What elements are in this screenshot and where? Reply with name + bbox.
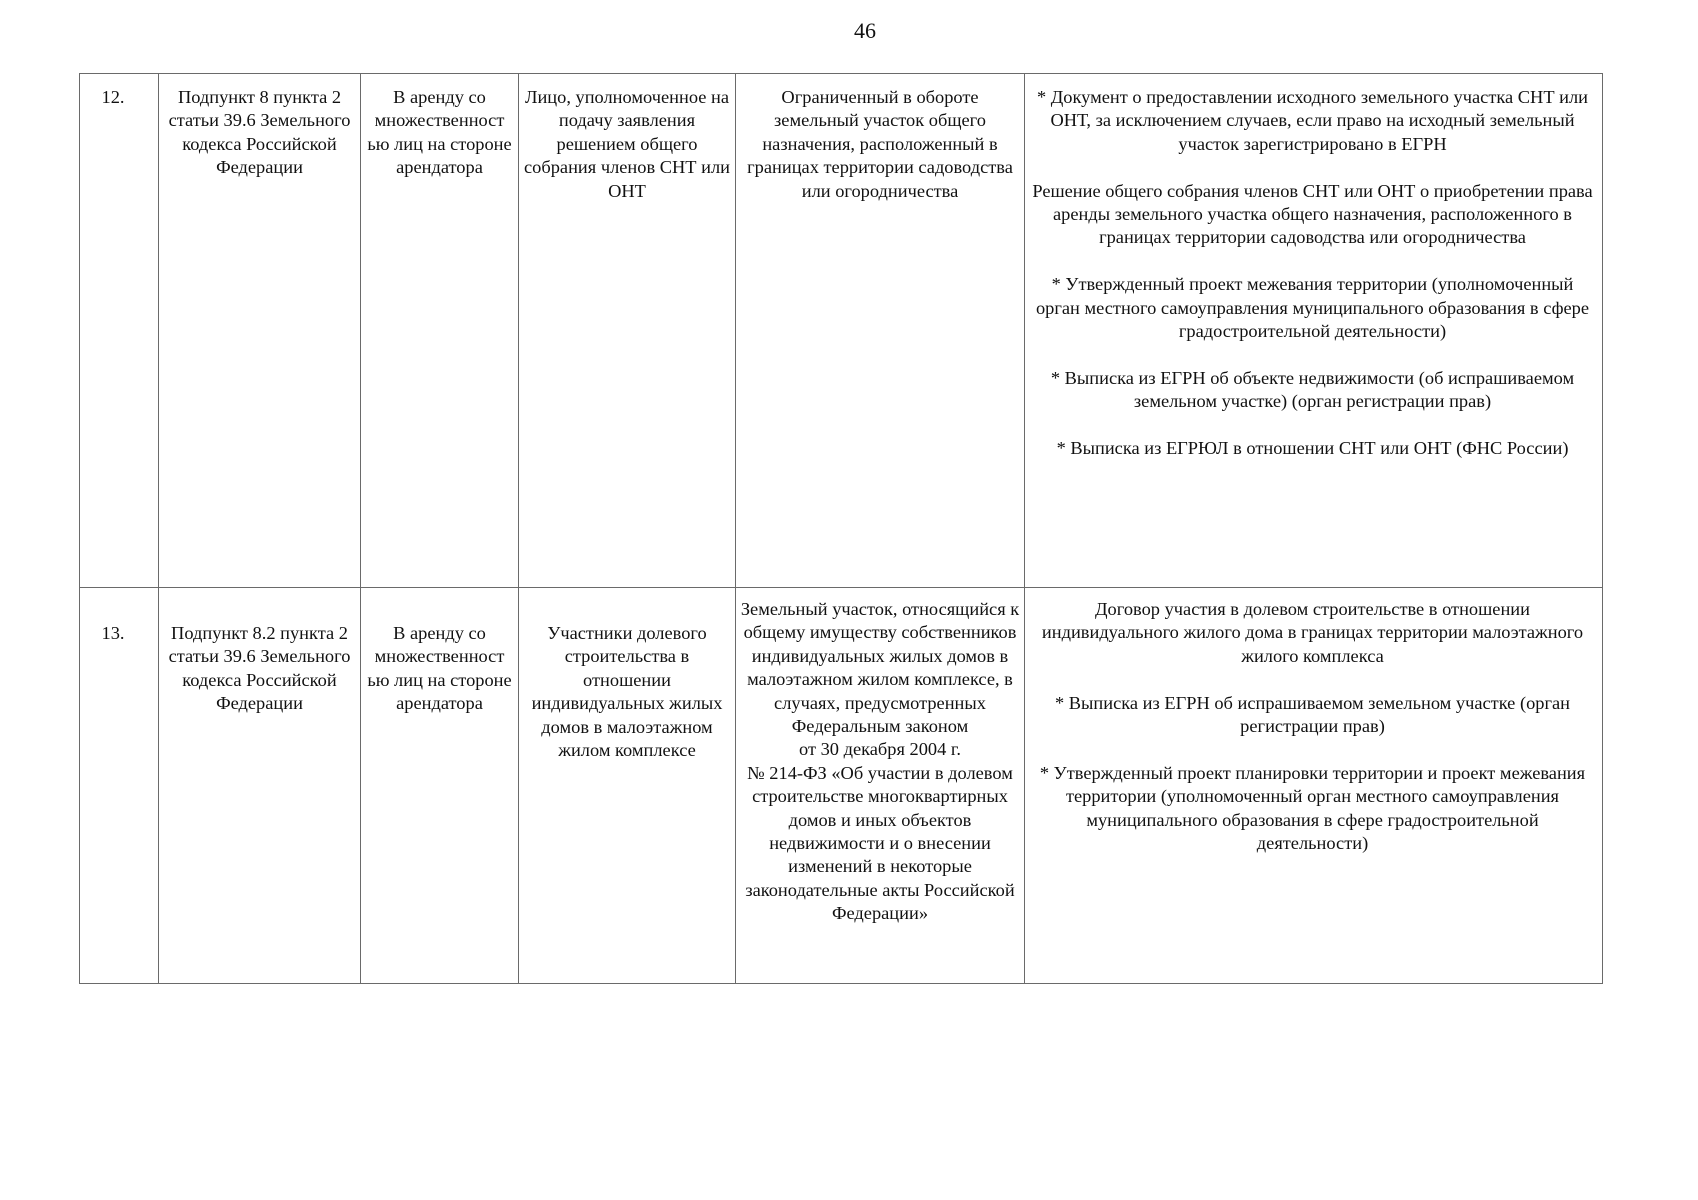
documents-cell bbox=[1025, 74, 1603, 588]
right-type-cell: В аренду со множественност ью лиц на стороне арендатора bbox=[361, 588, 519, 984]
document-item: * Документ о предоставлении исходного земельного участка СНТ или ОНТ, за исключением случаев, если право на исходный земельный участок зарегистрировано в ЕГРН bbox=[1036, 87, 1589, 154]
document-item: * Утвержденный проект планировки территории и проект межевания территории (уполномоченный орган местного самоуправления муниципального образования в сфере градостроительной деятельности) bbox=[1039, 762, 1586, 854]
land-parcel-cell: Земельный участок, относящийся к общему имуществу собственников индивидуальных жилых домов в малоэтажном жилом комплексе, в случаях, предусмотренных Федеральным законом от 30 декабря 2004 г. № 214-ФЗ «Об участии в долевом строительстве многоквартирных домов и иных объектов недвижимости и о внесении изменений в некоторые законодательные акты Российской Федерации» bbox=[736, 588, 1025, 984]
applicant-cell: Лицо, уполномоченное на подачу заявления решением общего собрания членов СНТ или ОНТ bbox=[519, 74, 736, 588]
legal-basis-cell: Подпункт 8.2 пункта 2 статьи 39.6 Земельного кодекса Российской Федерации bbox=[159, 588, 361, 984]
row-number: 13. bbox=[80, 588, 159, 984]
applicant-cell: Участники долевого строительства в отношении индивидуальных жилых домов в малоэтажном жилом комплексе bbox=[519, 588, 736, 984]
document-item: Решение общего собрания членов СНТ или ОНТ о приобретении права аренды земельного участка общего назначения, расположенного в границах территории садоводства или огородничества bbox=[1032, 180, 1593, 248]
page-number: 46 bbox=[854, 18, 876, 43]
row-number: 12. bbox=[80, 74, 159, 588]
documents-cell bbox=[1025, 588, 1603, 984]
legal-basis-cell: Подпункт 8 пункта 2 статьи 39.6 Земельного кодекса Российской Федерации bbox=[159, 74, 361, 588]
table-row bbox=[80, 74, 1603, 588]
document-item: * Выписка из ЕГРЮЛ в отношении СНТ или ОНТ (ФНС России) bbox=[1056, 438, 1569, 459]
document-item: Договор участия в долевом строительстве в отношении индивидуального жилого дома в границах территории малоэтажного жилого комплекса bbox=[1041, 599, 1584, 666]
document-item: * Выписка из ЕГРН об испрашиваемом земельном участке (орган регистрации прав) bbox=[1054, 692, 1571, 737]
requirements-table bbox=[79, 73, 1603, 984]
right-type-cell: В аренду со множественност ью лиц на стороне арендатора bbox=[361, 74, 519, 588]
document-item: * Утвержденный проект межевания территории (уполномоченный орган местного самоуправления муниципального образования в сфере градостроительной деятельности) bbox=[1035, 274, 1590, 342]
land-parcel-cell: Ограниченный в обороте земельный участок общего назначения, расположенный в границах территории садоводства или огородничества bbox=[736, 74, 1025, 588]
document-item: * Выписка из ЕГРН об объекте недвижимости (об испрашиваемом земельном участке) (орган регистрации прав) bbox=[1050, 367, 1575, 412]
table-row bbox=[80, 588, 1603, 984]
